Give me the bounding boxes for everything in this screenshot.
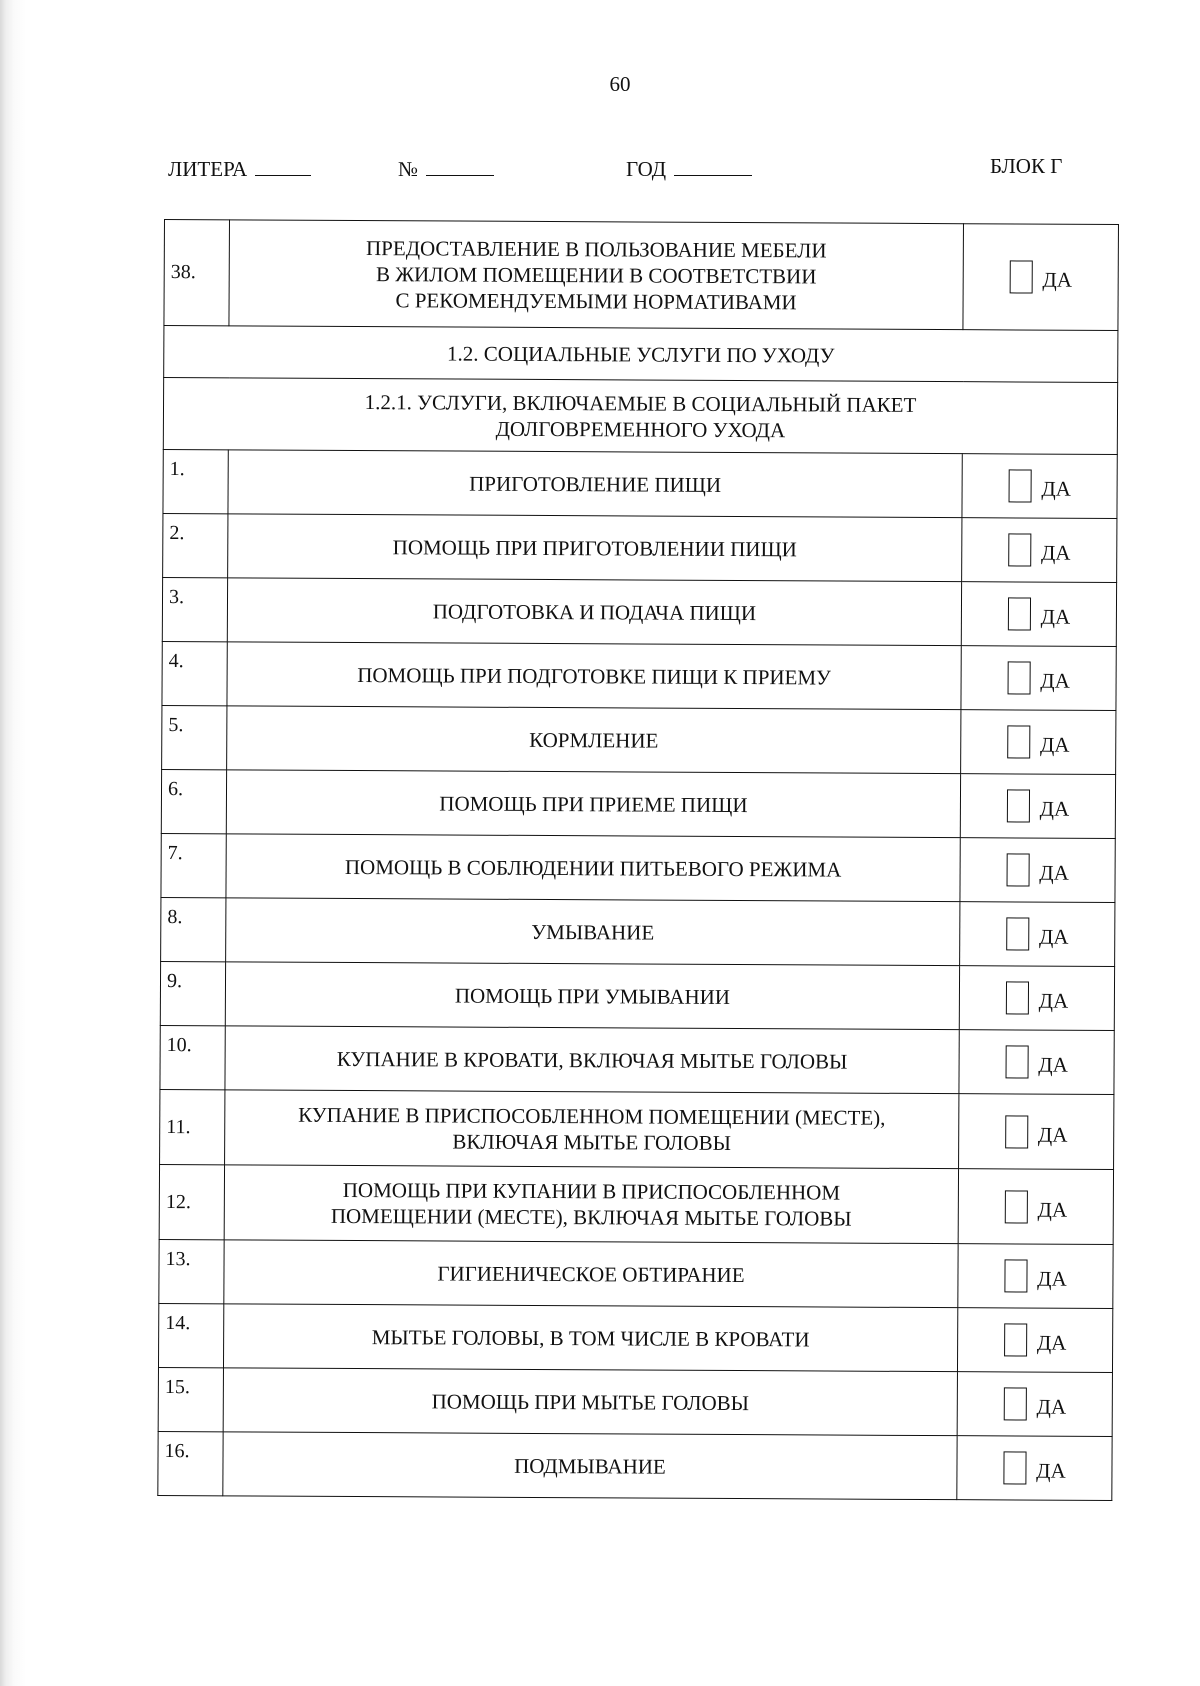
services-table [157, 219, 1119, 1501]
number-blank[interactable] [426, 159, 494, 176]
row-checkbox-cell [962, 454, 1117, 519]
row-title-line: ПОМОЩЬ В СОБЛЮДЕНИИ ПИТЬЕВОГО РЕЖИМА [344, 854, 842, 882]
row-title-line: ПРЕДОСТАВЛЕНИЕ В ПОЛЬЗОВАНИЕ МЕБЕЛИ [365, 235, 827, 262]
table-row [161, 833, 1115, 902]
table-row [160, 1025, 1114, 1094]
checkbox-label: ДА [1041, 476, 1071, 501]
row-number: 15. [158, 1367, 223, 1431]
row-title [227, 706, 961, 774]
row-title [223, 1304, 957, 1372]
checkbox-label: ДА [1038, 924, 1069, 949]
checkbox[interactable] [1005, 1045, 1028, 1078]
checkbox[interactable] [1004, 1323, 1027, 1356]
row-title-line: ПОМОЩЬ ПРИ МЫТЬЕ ГОЛОВЫ [431, 1388, 750, 1415]
block-label: БЛОК Г [990, 154, 1063, 178]
row-checkbox-cell [962, 518, 1117, 583]
row-number: 3. [162, 577, 227, 641]
row-title-line: ПОМОЩЬ ПРИ ПРИГОТОВЛЕНИИ ПИЩИ [392, 534, 797, 561]
row-title-line: С РЕКОМЕНДУЕМЫМИ НОРМАТИВАМИ [395, 287, 797, 314]
table-row [161, 769, 1115, 838]
row-number: 13. [159, 1239, 224, 1303]
checkbox[interactable] [1007, 725, 1030, 758]
row-title-line: ПОДГОТОВКА И ПОДАЧА ПИЩИ [432, 598, 757, 625]
row-checkbox-cell [957, 1308, 1112, 1373]
table-row [163, 449, 1117, 518]
row-checkbox-cell [960, 838, 1115, 903]
number-field [398, 157, 494, 182]
year-label: ГОД [626, 157, 667, 181]
checkbox[interactable] [1006, 853, 1029, 886]
row-checkbox-cell [959, 966, 1114, 1031]
row-title [226, 770, 960, 838]
row-title [228, 450, 962, 518]
row-checkbox-cell [961, 646, 1116, 711]
row-title-line: МЫТЬЕ ГОЛОВЫ, В ТОМ ЧИСЛЕ В КРОВАТИ [371, 1324, 810, 1351]
checkbox[interactable] [1008, 469, 1031, 502]
subsection-title [163, 378, 1117, 455]
row-number: 9. [160, 961, 225, 1025]
checkbox-label: ДА [1036, 1394, 1067, 1419]
row-title-line: ПОМОЩЬ ПРИ УМЫВАНИИ [454, 983, 731, 1009]
row-number: 7. [161, 833, 226, 897]
row-title-line: ПОДМЫВАНИЕ [514, 1453, 666, 1479]
row-title-line: ГИГИЕНИЧЕСКОЕ ОБТИРАНИЕ [437, 1260, 745, 1287]
row-title-line: ПОМЕЩЕНИИ (МЕСТЕ), ВКЛЮЧАЯ МЫТЬЕ ГОЛОВЫ [330, 1203, 852, 1231]
table-row [158, 1303, 1112, 1372]
row-checkbox-cell [957, 1436, 1112, 1501]
row-number: 2. [163, 513, 228, 577]
row-title [226, 834, 960, 902]
checkbox[interactable] [1007, 789, 1030, 822]
row-checkbox-cell [959, 1030, 1114, 1095]
row-checkbox-cell [961, 710, 1116, 775]
row-title [229, 220, 964, 330]
row-title [225, 962, 959, 1030]
row-title-line: ВКЛЮЧАЯ МЫТЬЕ ГОЛОВЫ [452, 1129, 731, 1155]
row-title-line: КОРМЛЕНИЕ [529, 727, 659, 753]
row-number: 14. [158, 1303, 223, 1367]
row-title [223, 1432, 957, 1500]
row-title [226, 898, 960, 966]
table-row [160, 961, 1114, 1030]
subsection-title-line: ДОЛГОВРЕМЕННОГО УХОДА [495, 416, 786, 442]
checkbox[interactable] [1009, 260, 1032, 293]
row-number: 12. [159, 1164, 224, 1239]
table-row [158, 1431, 1112, 1500]
checkbox[interactable] [1005, 1190, 1028, 1223]
checkbox[interactable] [1008, 597, 1031, 630]
year-field [626, 157, 752, 182]
row-title [227, 578, 961, 646]
checkbox-label: ДА [1039, 732, 1070, 757]
row-title [224, 1240, 958, 1308]
row-checkbox-cell [959, 1094, 1114, 1170]
number-label: № [398, 157, 419, 181]
row-title-line: ПОМОЩЬ ПРИ ПРИЕМЕ ПИЩИ [439, 790, 748, 817]
row-number: 1. [163, 449, 228, 513]
checkbox[interactable] [1008, 533, 1031, 566]
row-title-line: КУПАНИЕ В ПРИСПОСОБЛЕННОМ ПОМЕЩЕНИИ (МЕСТЕ), [298, 1102, 886, 1130]
checkbox-label: ДА [1036, 1330, 1067, 1355]
litera-blank[interactable] [255, 159, 311, 176]
row-title [223, 1368, 957, 1436]
row-checkbox-cell [958, 1169, 1113, 1245]
row-checkbox-cell [957, 1372, 1112, 1437]
litera-field [168, 157, 311, 182]
checkbox-label: ДА [1037, 1122, 1068, 1147]
table-row [160, 1089, 1114, 1169]
row-title [227, 642, 961, 710]
table-row [162, 705, 1116, 774]
row-number: 8. [161, 897, 226, 961]
row-checkbox-cell [960, 902, 1115, 967]
subsection-row [163, 378, 1117, 455]
row-checkbox-cell [963, 224, 1119, 331]
row-checkbox-cell [961, 582, 1116, 647]
checkbox-label: ДА [1039, 796, 1070, 821]
checkbox[interactable] [1003, 1451, 1026, 1484]
row-number: 10. [160, 1025, 225, 1089]
subsection-title-line: 1.2.1. УСЛУГИ, ВКЛЮЧАЕМЫЕ В СОЦИАЛЬНЫЙ ПАКЕТ [364, 389, 917, 417]
row-number: 6. [161, 769, 226, 833]
year-blank[interactable] [674, 159, 752, 176]
page-number: 60 [609, 72, 631, 96]
row-title [225, 1026, 959, 1094]
row-title [224, 1165, 958, 1244]
table-row [163, 513, 1117, 582]
checkbox-label: ДА [1038, 1052, 1068, 1077]
checkbox-label: ДА [1040, 668, 1070, 693]
section-title: 1.2. СОЦИАЛЬНЫЕ УСЛУГИ ПО УХОДУ [164, 326, 1118, 383]
table-row [158, 1367, 1112, 1436]
table-row-38 [164, 220, 1119, 331]
checkbox-label: ДА [1039, 860, 1069, 885]
checkbox-label: ДА [1042, 267, 1073, 292]
checkbox[interactable] [1007, 661, 1030, 694]
row-title-line: КУПАНИЕ В КРОВАТИ, ВКЛЮЧАЯ МЫТЬЕ ГОЛОВЫ [336, 1046, 848, 1074]
checkbox[interactable] [1003, 1387, 1026, 1420]
table-row [159, 1239, 1113, 1308]
checkbox[interactable] [1005, 1115, 1028, 1148]
table-row [162, 577, 1116, 646]
row-checkbox-cell [958, 1244, 1113, 1309]
row-number: 38. [164, 220, 230, 326]
row-title-line: ПОМОЩЬ ПРИ ПОДГОТОВКЕ ПИЩИ К ПРИЕМУ [357, 662, 832, 689]
checkbox-label: ДА [1037, 1197, 1068, 1222]
row-title-line: ПРИГОТОВЛЕНИЕ ПИЩИ [469, 471, 722, 497]
row-title [225, 1090, 959, 1169]
table-row [162, 641, 1116, 710]
checkbox-label: ДА [1036, 1458, 1066, 1483]
section-row [164, 326, 1118, 383]
checkbox[interactable] [1006, 917, 1029, 950]
checkbox[interactable] [1006, 981, 1029, 1014]
checkbox[interactable] [1004, 1259, 1027, 1292]
checkbox-label: ДА [1040, 540, 1071, 565]
row-title [228, 514, 962, 582]
row-title-line: УМЫВАНИЕ [531, 919, 655, 945]
row-number: 5. [162, 705, 227, 769]
row-checkbox-cell [960, 774, 1115, 839]
row-number: 11. [160, 1089, 225, 1164]
scan-edge [0, 0, 26, 1686]
checkbox-label: ДА [1038, 988, 1069, 1013]
row-title-line: В ЖИЛОМ ПОМЕЩЕНИИ В СООТВЕТСТВИИ [375, 261, 817, 288]
table-row [161, 897, 1115, 966]
checkbox-label: ДА [1037, 1266, 1067, 1291]
checkbox-label: ДА [1040, 604, 1071, 629]
table-row [159, 1164, 1113, 1244]
litera-label: ЛИТЕРА [168, 157, 248, 181]
row-title-line: ПОМОЩЬ ПРИ КУПАНИИ В ПРИСПОСОБЛЕННОМ [342, 1177, 841, 1205]
row-number: 4. [162, 641, 227, 705]
row-number: 16. [158, 1431, 223, 1495]
